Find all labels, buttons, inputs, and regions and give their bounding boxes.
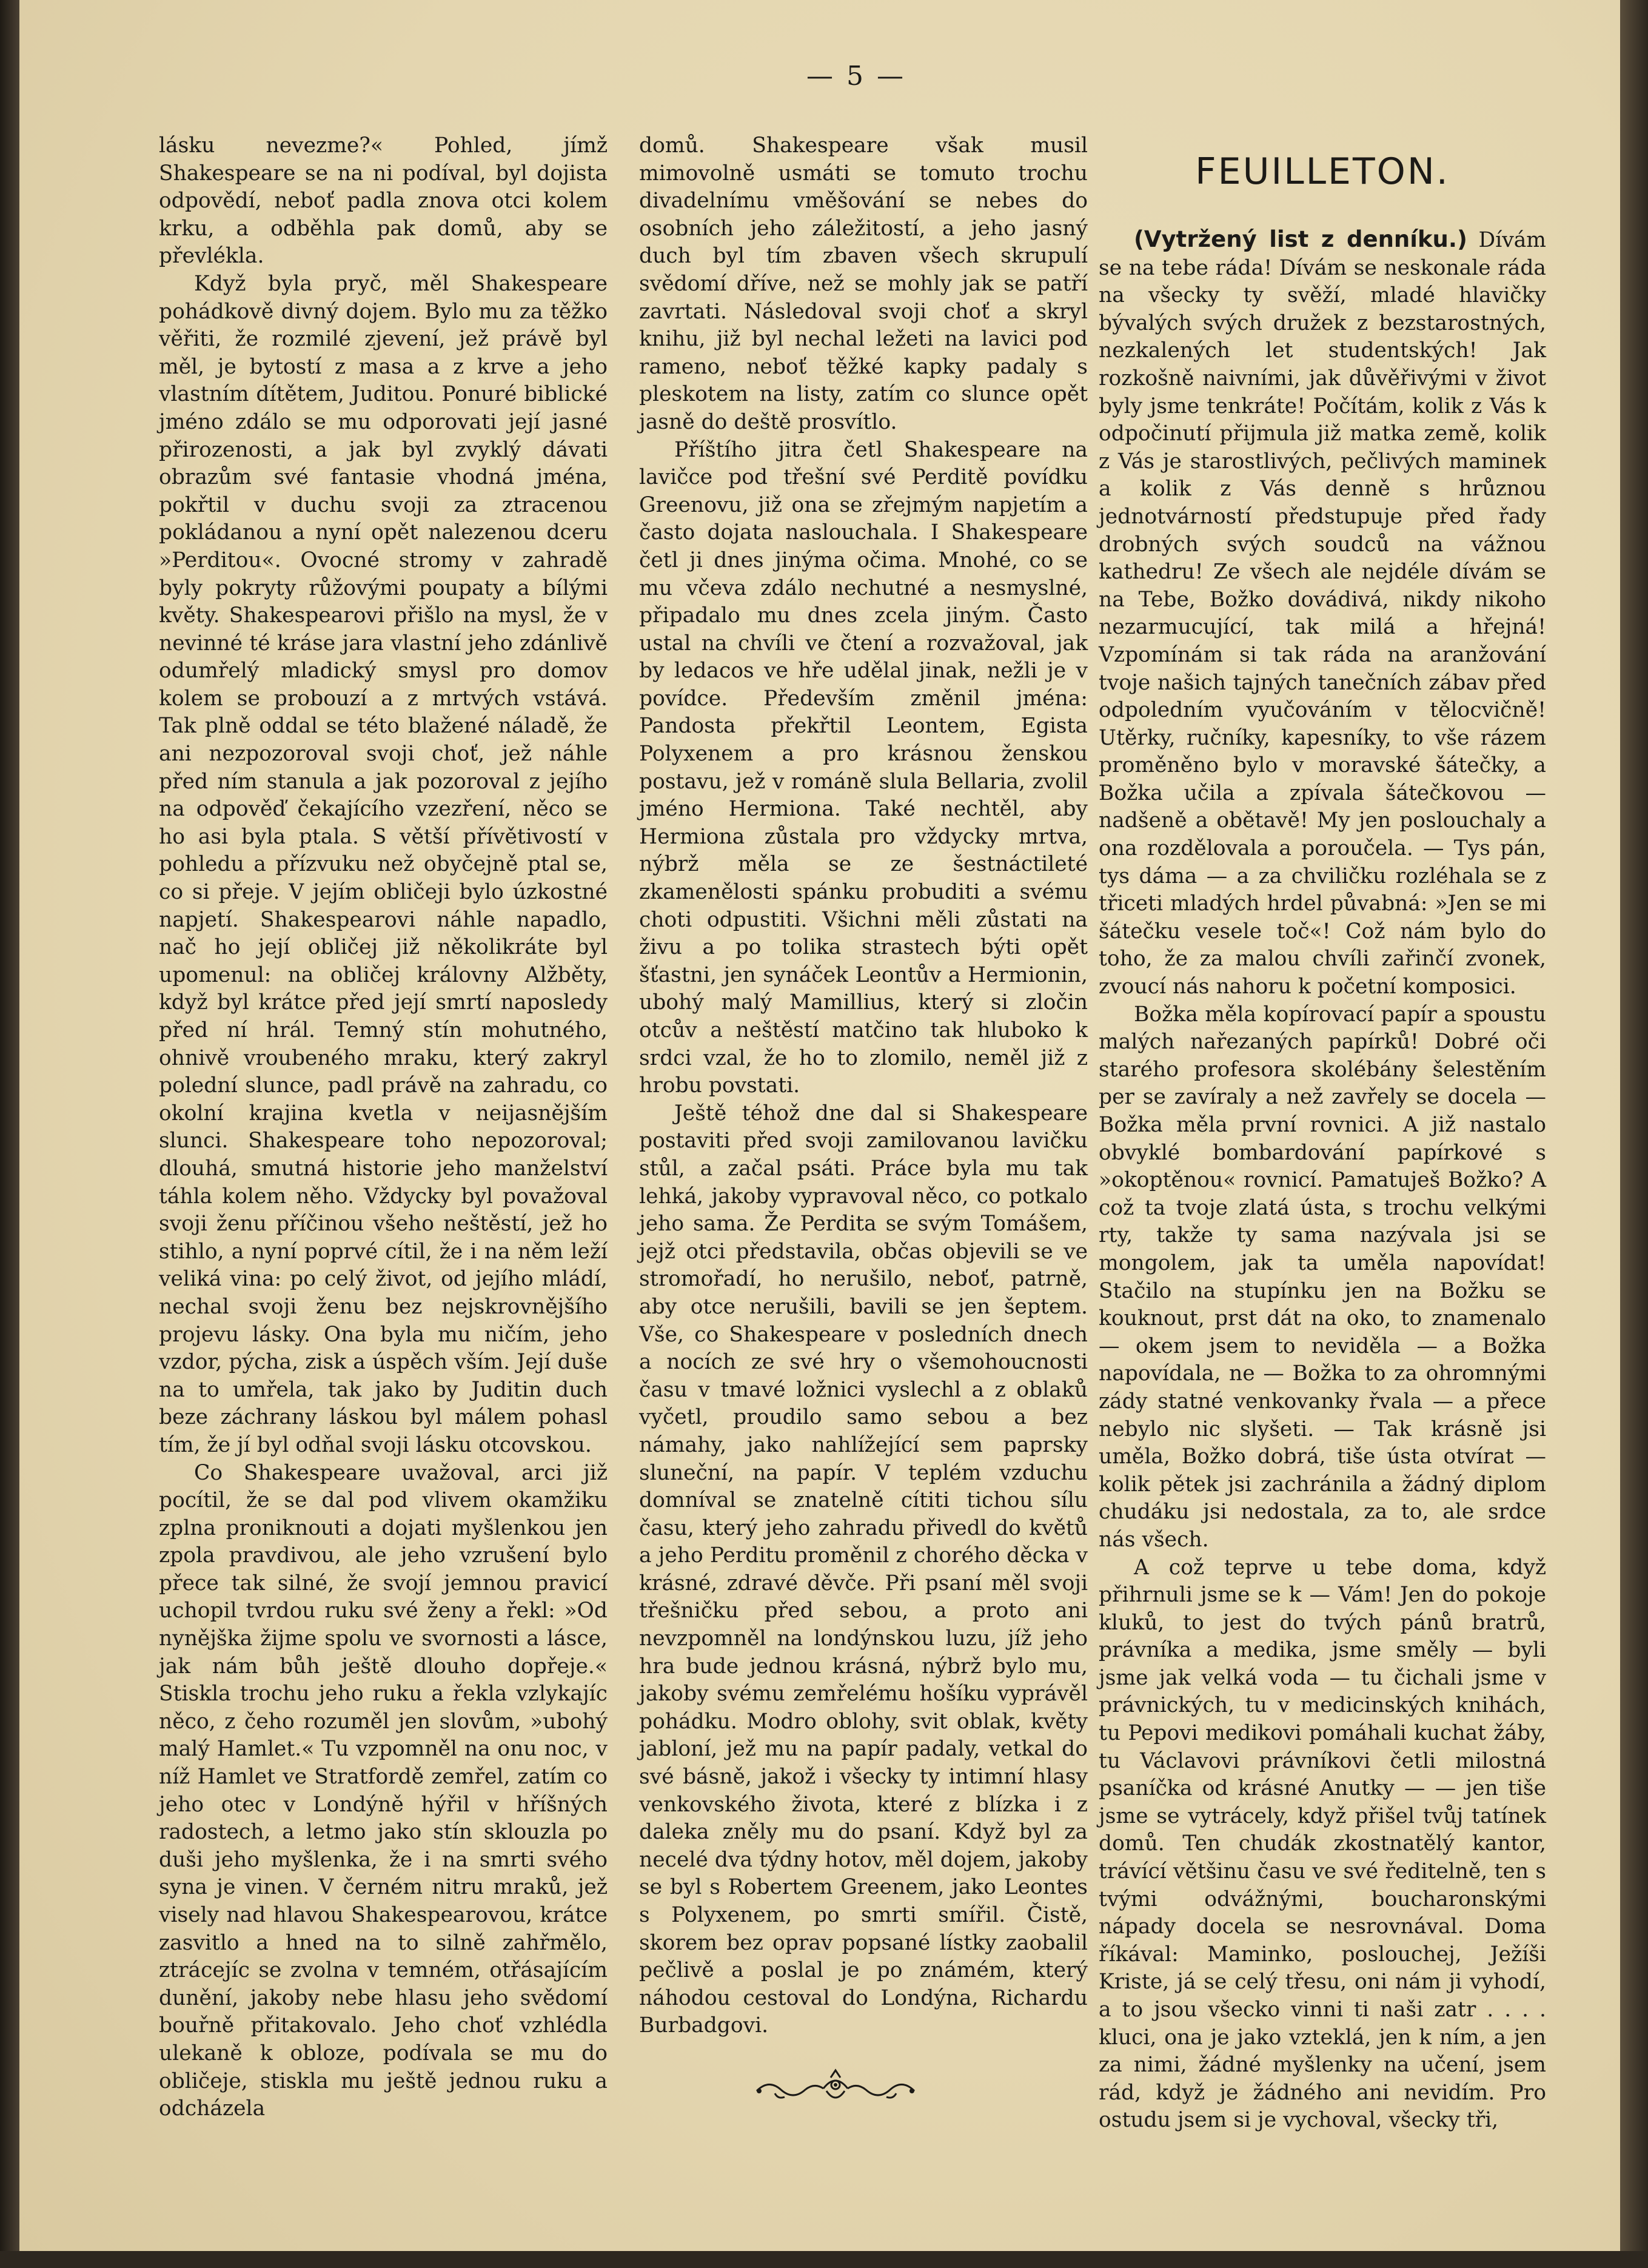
- col3-paragraph-3: A což teprve u tebe doma, když přihrnuli jsme se k — Vám! Jen do pokoje kluků, to jest do tvých pánů bratrů, právníka a medika, jsme směly — byli jsme jak velká voda — tu čichali jsme v právnických, tu v medicinských knihách, tu Pepovi medikovi pomáhali kuchat žáby, tu Václavovi právníkovi četli milostná psaníčka od krásné Anutky — — jen tiše jsme se vytrácely, když přišel tvůj tatínek domů. Ten chudák zkostnatělý kantor, trávící většinu času ve své ředitelně, ten s tvými odvážnými, boucharonskými nápady docela se nesrovnával. Doma říkával: Maminko, poslouchej, Ježíši Kriste, já se celý třesu, oni nám ji vyhodí, a to jsou všecko vinni ti naši zatr . . . . kluci, ona je jako vzteklá, jen k ním, a jen za nimi, žádné myšlenky na učení, jsem rád, když je žádného ani nevidím. Pro ostudu jsem si je vychoval, všecky tři,: [1099, 1555, 1546, 2133]
- col1-paragraph-2: Když byla pryč, měl Shakespeare pohádkově divný dojem. Bylo mu za těžko věřiti, že rozmilé zjevení, jež právě byl měl, je bytostí z masa a z krve a jeho vlastním dítětem, Juditou. Ponuré biblické jméno zdálo se mu odporovati její jasné přirozenosti, a jak byl zvyklý dávati obrazům své fantasie vhodná jména, pokřtil v duchu svoji za ztracenou pokládanou a nyní opět nalezenou dceru »Perditou«. Ovocné stromy v zahradě byly pokryty růžovými poupaty a bílými květy. Shakespearovi přišlo na mysl, že v nevinné té kráse jara vlastní jeho zdánlivě odumřelý mladický smysl pro domov kolem se probouzí a z mrtvých vstává. Tak plně oddal se této blažené náladě, že ani nezpozoroval svoji choť, jež náhle před ním stanula a jak pozoroval z jejího na odpověď čekajícího vzezření, něco se ho asi byla ptala. S větší přívětivostí v pohledu a přízvuku než obyčejně ptal se, co si přeje. V jejím obličeji bylo úzkostné napjetí. Shakespearovi náhle napadlo, nač ho její obličej již několikráte byl upomenul: na obličej královny Alžběty, když byl krátce před její smrtí naposledy před ní hrál. Temný stín mohutného, ohnivě vroubeného mraku, který zakryl polední slunce, padl právě na zahradu, co okolní krajina kvetla v neijasnějším slunci. Shakespeare toho nepozoroval; dlouhá, smutná historie jeho manželství táhla kolem něho. Vždycky byl považoval svoji ženu příčinou všeho neštěstí, jež ho stihlo, a nyní poprvé cítil, že i na něm leží veliká vina: po celý život, od jejího mládí, nechal svoji ženu bez nejskrovnějšího projevu lásky. Ona byla mu ničím, jeho vzdor, pýcha, zisk a úspěch vším. Její duše na to umřela, tak jako by Juditin duch beze záchrany láskou byl málem pohasl tím, že jí byl odňal svoji lásku otcovskou.: [159, 271, 608, 1457]
- col2-paragraph-3: Ještě téhož dne dal si Shakespeare postaviti před svoji zamilovanou lavičku stůl, a začal psáti. Práce byla mu tak lehká, jakoby vypravoval něco, co potkalo jeho sama. Že Perdita se svým Tomášem, jejž otci představila, občas objevili se ve stromořadí, ho nerušilo, neboť, patrně, aby otce nerušili, bavili se jen šeptem. Vše, co Shakespeare v posledních dnech a nocích ze své hry o všemohoucnosti času v tmavé ložnici vyslechl a z oblaků vyčetl, proudilo samo sebou a bez námahy, jako nahlížející sem paprsky sluneční, na papír. V teplém vzduchu domníval se znatelně cítiti tichou sílu času, který jeho zahradu přivedl do květů a jeho Perditu proměnil z chorého děcka v krásné, zdravé děvče. Při psaní měl svoji třešničku před sebou, a proto ani nevzpomněl na londýnskou luzu, jíž jeho hra bude jednou krásná, nýbrž bylo mu, jakoby svému zemřelému hošíku vyprávěl pohádku. Modro oblohy, svit oblak, květy jabloní, jež mu na papír padaly, vetkal do své básně, jakož i všecky ty intimní hlasy venkovského života, které z blízka i z daleka zněly mu do psaní. Když byl za necelé dva týdny hotov, měl dojem, jakoby se byl s Robertem Greenem, jako Leontes s Polyxenem, po smrti smířil. Čistě, skorem bez oprav popsané lístky zaobalil pečlivě a poslal je po známém, který náhodou cestoval do Londýna, Richardu Burbadgovi.: [639, 1101, 1088, 2038]
- col2-paragraph-2: Příštího jitra četl Shakespeare na lavičce pod třešní své Perditě povídku Greenovu, již ona se zřejmým napjetím a často dojata naslouchala. I Shakespeare četl ji dnes jinýma očima. Mnohé, co se mu včeva zdálo nechutné a nesmyslné, připadalo mu dnes zcela jiným. Často ustal na chvíli ve čtení a rozvažoval, jak by ledacos ve hře udělal jinak, nežli je v povídce. Především změnil jména: Pandosta překřtil Leontem, Egista Polyxenem a pro krásnou ženskou postavu, jež v románě slula Bellaria, zvolil jméno Hermiona. Také nechtěl, aby Hermiona zůstala pro vždycky mrtva, nýbrž měla se ze šestnáctileté zkamenělosti spánku probuditi a svému choti odpustiti. Všichni měli zůstati na živu a po tolika strastech býti opět šťastni, jen synáček Leontův a Hermionin, ubohý malý Mamillius, který si zločin otcův a neštěstí matčino tak hluboko k srdci vzal, že ho to zlomilo, neměl již z hrobu povstati.: [639, 437, 1088, 1098]
- book-binding: [0, 0, 19, 2268]
- page-bottom-edge: [0, 2251, 1648, 2268]
- col2-paragraph-1: domů. Shakespeare však musil mimovolně usmáti se tomuto trochu divadelnímu vměšování se nebes do osobních jeho záležitostí, a jeho jasný duch byl tím zbaven všech skrupulí svědomí dříve, než se mohly jak se patří zavrtati. Následoval svoji choť a skryl knihu, již byl nechal ležeti na lavici pod rameno, neboť těžké kapky padaly s pleskotem na listy, zatím co slunce opět jasně do deště prosvítlo.: [639, 133, 1088, 434]
- page-edge-shadow: [1620, 0, 1648, 2268]
- col3-paragraph-1-text: Dívám se na tebe ráda! Dívám se neskonale ráda na všecky ty svěží, mladé hlavičky bývalých svých družek z bezstarostných, nezkalených let studentských! Jak rozkošně naivními, jak důvěřivými v život byly jsme tenkráte! Počítám, kolik z Vás k odpočinutí přijmula již matka země, kolik z Vás je starostlivých, pečlivých maminek a kolik z Vás denně s hrůznou jednotvárností předstupuje před řady drobných svých soudců na vážnou kathedru! Ze všech ale nejdéle dívám se na Tebe, Božko dovádivá, nikdy nikoho nezarmucující, tak milá a hřejná! Vzpomínám si tak ráda na aranžování tvoje našich tajných tanečních zábav před odpoledním vyučováním v tělocvičně! Utěrky, ručníky, kapesníky, to vše rázem proměněno bylo v moravské šátečky, a Božka učila a zpívala šátečkovou — nadšeně a obětavě! My jen poslouchaly a ona rozdělovala a poroučela. — Tys pán, tys dáma — a za chviličku rozléhala se z třiceti mladých hrdel půvabná: »Jen se mi šátečku vesele toč«! Což nám bylo do toho, že za malou chvíli zařinčí zvonek, zvoucí nás nahoru k početní komposici.: [1099, 228, 1546, 999]
- feuilleton-title: FEUILLETON.: [1195, 150, 1450, 193]
- col3-paragraph-1: [1099, 226, 1546, 1001]
- decorative-ornament-icon: [751, 2067, 920, 2109]
- column-1: [159, 132, 608, 2123]
- col3-paragraph-2: Božka měla kopírovací papír a spoustu malých nařezaných papírků! Dobré oči starého profesora skolébány šelestěním per se zavíraly a než zavřely se docela — Božka měla první rovnici. A již nastalo obvyklé bombardování papírkové s »okoptěnou« rovnicí. Pamatuješ Božko? A což ta tvoje zlatá ústa, s trochu velkými rty, takže ty sama nazývala jsi se mongolem, jak ta uměla napovídat! Stačilo na stupínku jen na Božku se kouknout, prst dát na oko, to znamenalo — okem jsem to neviděla — a Božka napovídala, ne — Božka to za ohromnými zády statné venkovanky řvala — a přece nebylo nic slyšeti. — Tak krásně jsi uměla, Božko dobrá, tiše ústa otvírat — kolik pětek jsi zachránila a žádný diplom chudáku jsi nedostala, za to, ale srdce nás všech.: [1099, 1002, 1546, 1552]
- article-heading: (Vytržený list z denníku.): [1134, 226, 1467, 252]
- col1-paragraph-3: Co Shakespeare uvažoval, arci již pocítil, že se dal pod vlivem okamžiku zplna proniknouti a dojati myšlenkou jen zpola pravdivou, ale jeho vzrušení bylo přece tak silné, že svojí jemnou pravicí uchopil tvrdou ruku své ženy a řekl: »Od nynějška žijme spolu ve svornosti a lásce, jak nám bůh ještě dlouho dopřeje.« Stiskla trochu jeho ruku a řekla vzlykajíc něco, z čeho rozuměl jen slovům, »ubohý malý Hamlet.« Tu vzpomněl na onu noc, v níž Hamlet ve Stratfordě zemřel, zatím co jeho otec v Londýně hýřil v hříšných radostech, a letmo jako stín sklouzla po duši jeho myšlenka, že i na smrti svého syna je vinen. V černém nitru mraků, jež visely nad hlavou Shakespearovou, krátce zasvitlo a hned na to silně zahřmělo, ztrácejíc se zvolna v temném, otřásajícím dunění, jakoby nebe hlasu jeho svědomí bouřně přitakovalo. Jeho choť vzhlédla ulekaně k obloze, podívala se mu do obličeje, stiskla mu ještě jednou ruku a odcházela: [159, 1460, 608, 2121]
- col1-paragraph-1: lásku nevezme?« Pohled, jímž Shakespeare se na ni podíval, byl dojista odpovědí, neboť padla znova otci kolem krku, a odběhla pak domů, aby se převlékla.: [159, 133, 608, 269]
- page-number: — 5 —: [806, 61, 906, 92]
- newspaper-page: [19, 0, 1620, 2251]
- column-2: [639, 132, 1088, 2040]
- column-3: [1099, 132, 1546, 2135]
